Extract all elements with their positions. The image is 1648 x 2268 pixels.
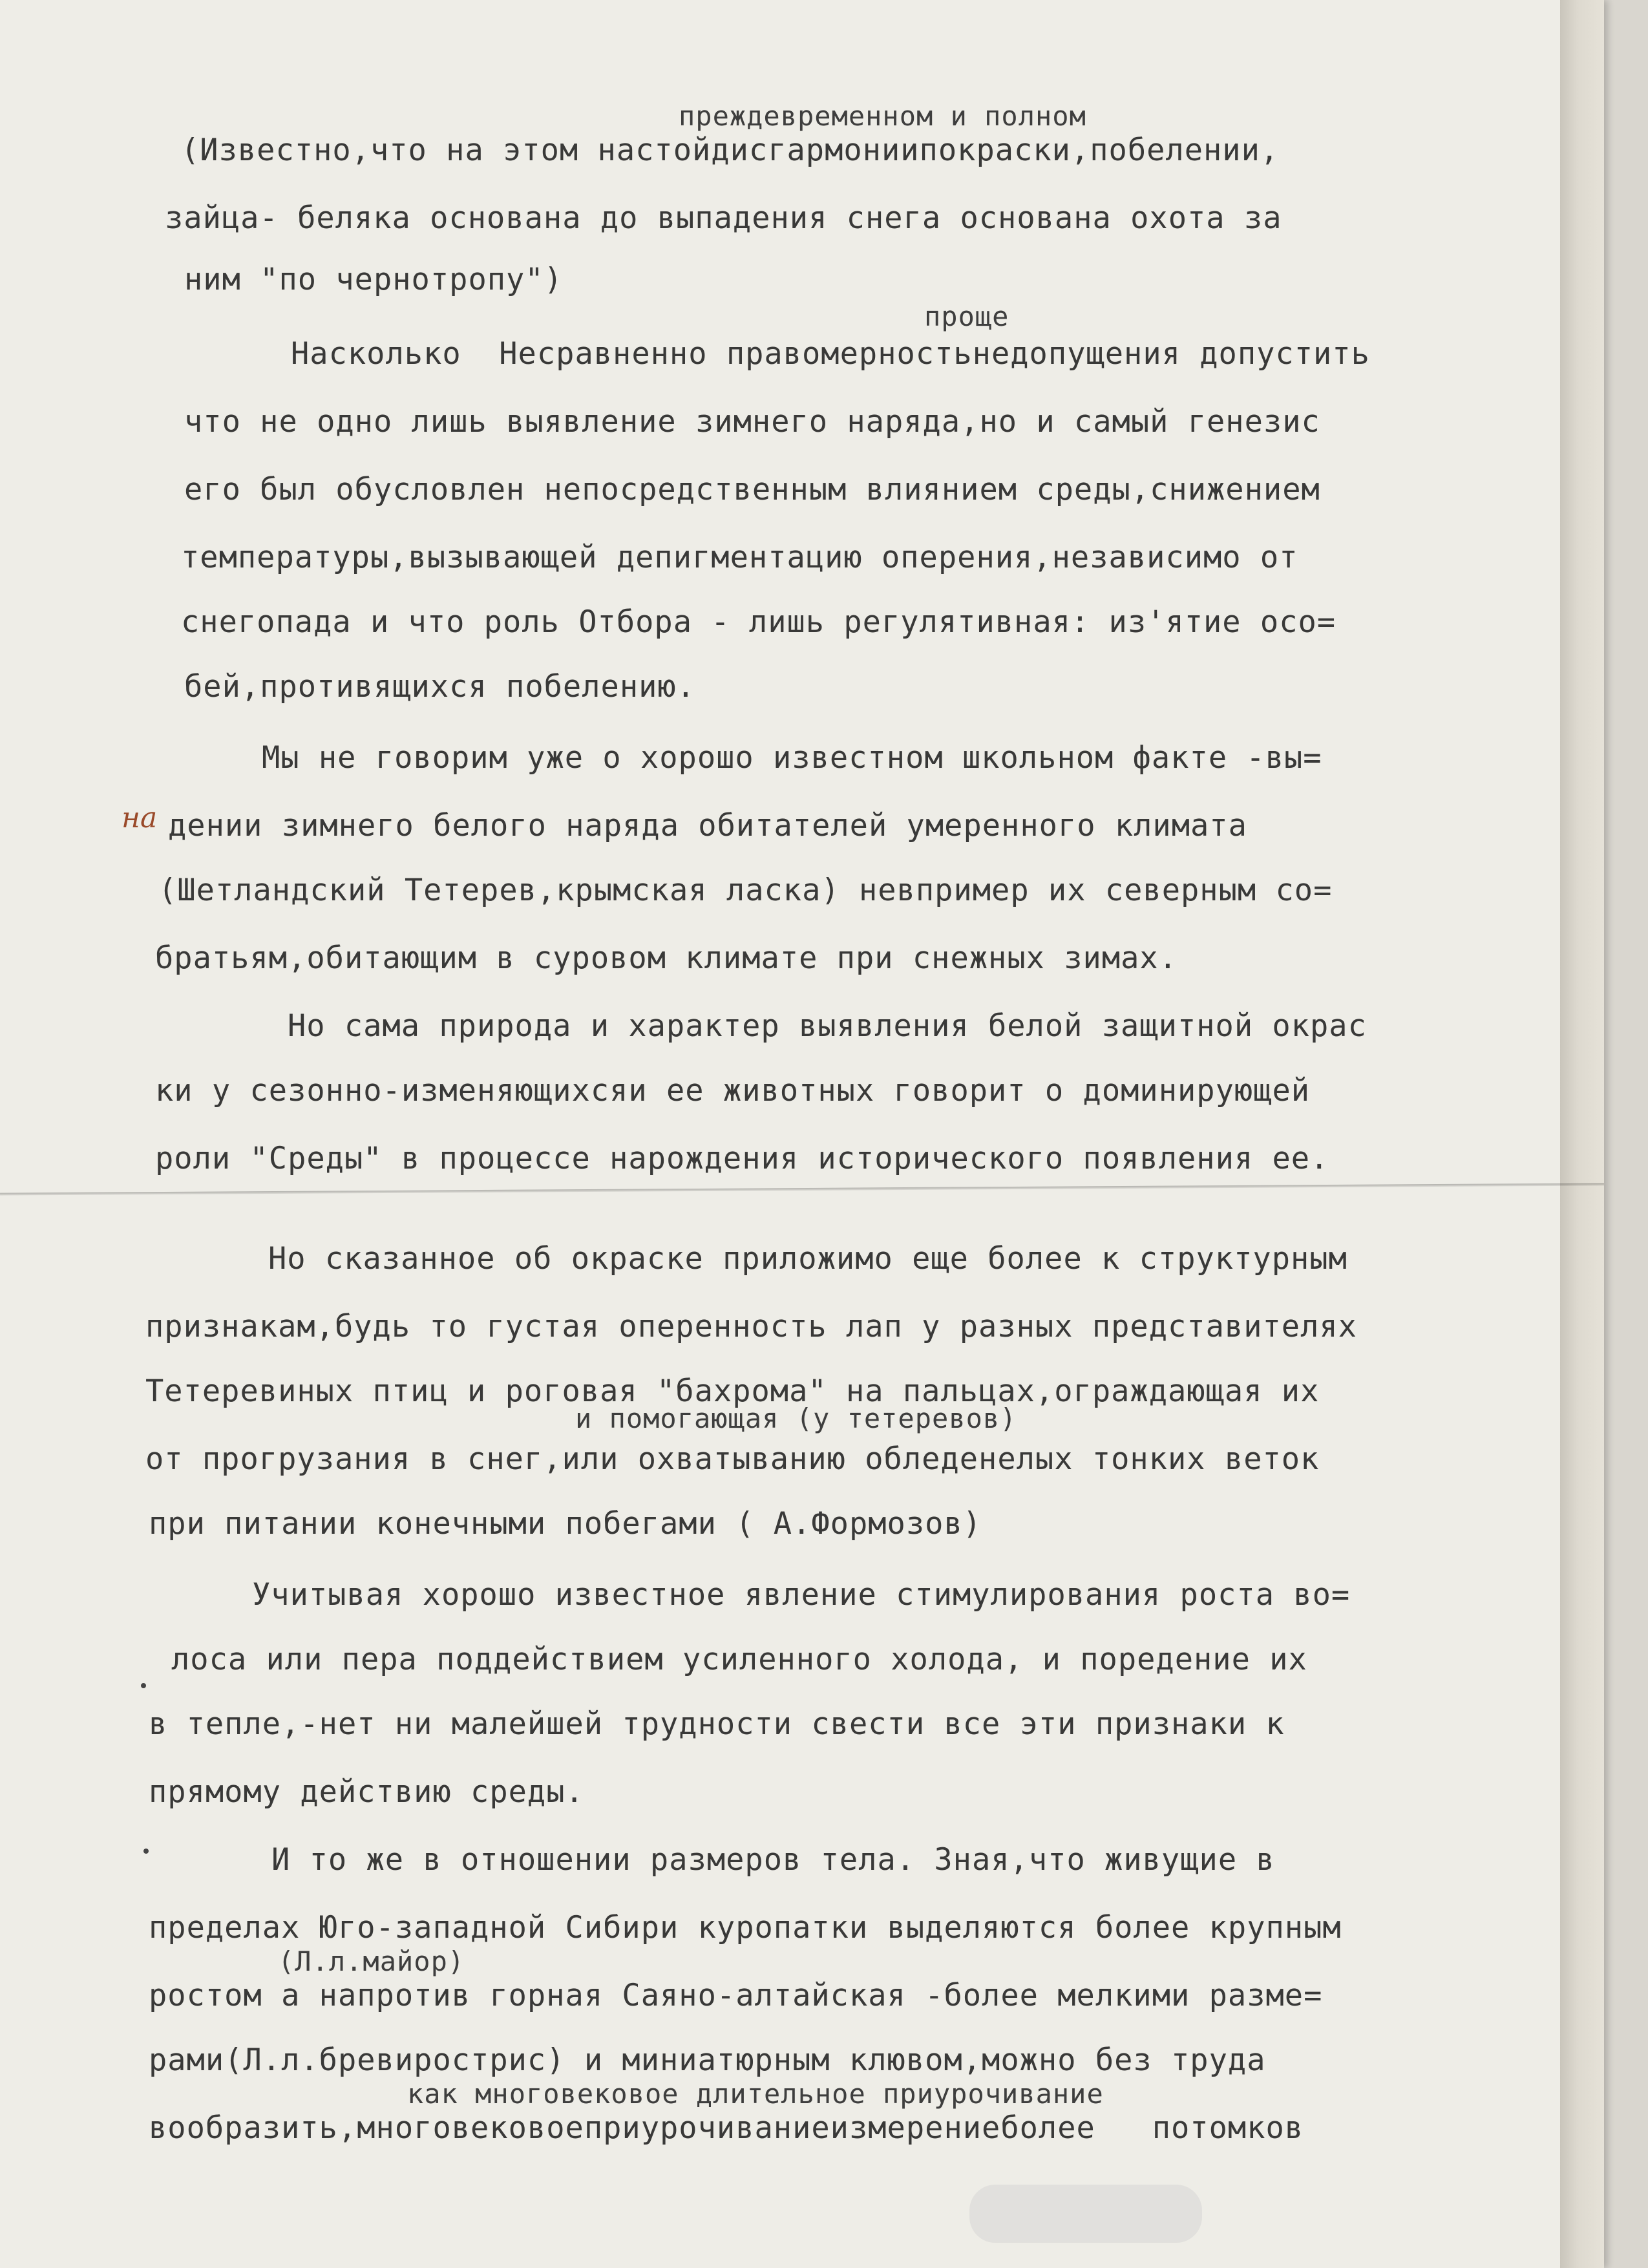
text-line: ки у сезонно-изменяющихсяи ее животных говорит о доминирующей [155,1073,1311,1108]
faint-stamp [969,2185,1202,2243]
typed-insertion: преждевременном и полном [679,100,1086,132]
typed-insertion: и помогающая (у тетеревов) [575,1403,1017,1434]
text-line: роли "Среды" в процессе нарождения исторического появления ее. [155,1141,1329,1176]
text-line: ним "по чернотропу") [184,262,563,297]
text-line: температуры,вызывающей депигментацию оперения,независимо от [181,540,1298,575]
text-line: пределах Юго-западной Сибири куропатки выделяются более крупным [149,1910,1342,1945]
text-line: что не одно лишь выявление зимнего наряда,но и самый генезис [184,404,1320,440]
page-fold [0,1183,1604,1195]
text-line: в тепле,-нет ни малейшей трудности свести все эти признаки к [149,1706,1285,1742]
text-line: Но сказанное об окраске приложимо еще более к структурным [268,1241,1347,1277]
text-line: Но сама природа и характер выявления белой защитной окрас [288,1008,1367,1044]
text-line: Насколько Несравненно правомерностьнедопущения допустить [291,336,1370,372]
typed-insertion: (Л.л.майор) [278,1945,465,1977]
text-line: рами(Л.л.бревирострис) и миниатюрным клювом,можно без труда [149,2042,1266,2078]
text-line: братьям,обитающим в суровом климате при снежных зимах. [155,940,1178,976]
text-line: прямому действию среды. [149,1774,584,1810]
text-line: признакам,будь то густая оперенность лап у разных представителях [145,1309,1357,1344]
text-line: (Известно,что на этом настойдисгармониипокраски,побелении, [181,132,1280,168]
text-line: бей,противящихся побелению. [184,669,696,705]
text-line: при питании конечными побегами ( А.Формозов) [149,1506,982,1542]
ink-dot [143,1849,149,1854]
ink-dot [141,1683,146,1688]
typed-insertion: как многовековое длительное приурочивание [407,2078,1104,2110]
text-line: (Шетландский Тетерев,крымская ласка) невпример их северным со= [158,873,1333,908]
text-line: Учитывая хорошо известное явление стимулирования роста во= [252,1577,1351,1613]
text-line: его был обусловлен непосредственным влиянием среды,снижением [184,472,1320,507]
text-line: снегопада и что роль Отбора - лишь регулятивная: из'ятие осо= [181,604,1336,640]
text-line: зайца- беляка основана до выпадения снега основана охота за [165,200,1282,236]
margin-handwritten-note: на [121,801,158,834]
text-line: вообразить,многовековоеприурочиваниеизмерениеболее потомков [149,2110,1304,2146]
paper-edge [1560,0,1604,2268]
text-line: от прогрузания в снег,или охватыванию обледенелых тонких веток [145,1441,1320,1477]
text-line: И то же в отношении размеров тела. Зная,что живущие в [271,1842,1275,1878]
text-line: ростом а напротив горная Саяно-алтайская -более мелкими разме= [149,1978,1323,2013]
typed-insertion: проще [924,301,1009,332]
text-line: дении зимнего белого наряда обитателей умеренного климата [168,808,1247,843]
text-line: Тетеревиных птиц и роговая "бахрома" на пальцах,ограждающая их [145,1373,1320,1409]
text-line: Мы не говорим уже о хорошо известном школьном факте -вы= [262,740,1322,776]
text-line: лоса или пера поддействием усиленного холода, и поредение их [171,1642,1307,1677]
